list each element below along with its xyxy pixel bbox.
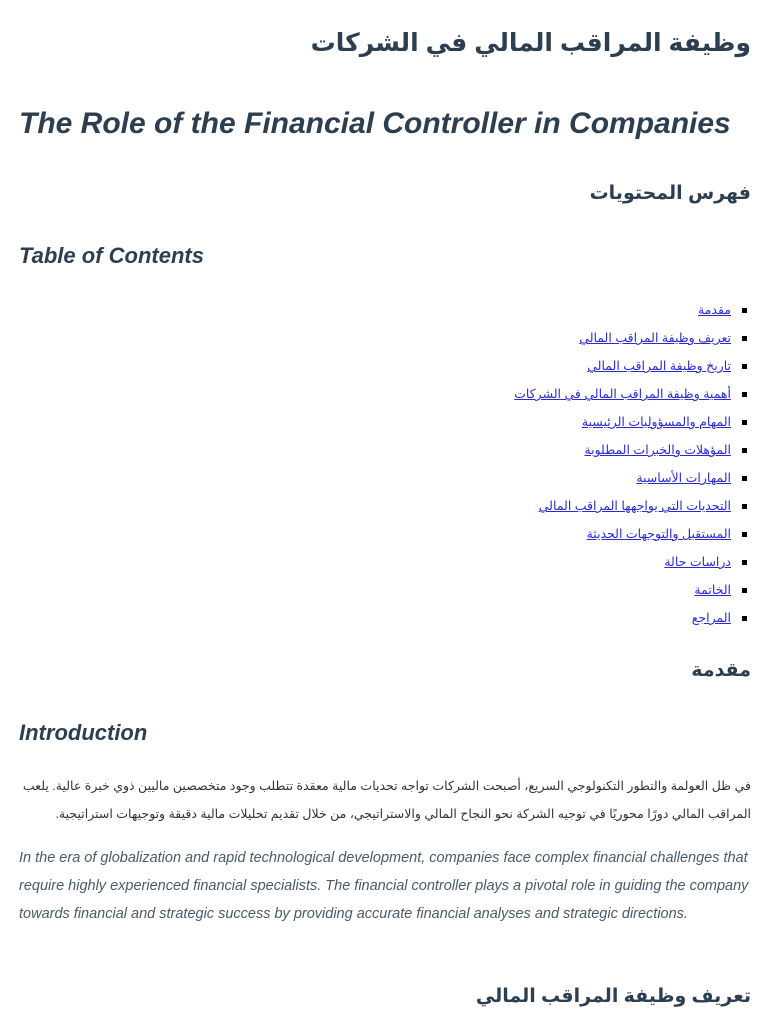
toc-item (514, 576, 731, 604)
bullet-icon (742, 364, 747, 369)
toc-item (514, 520, 731, 548)
table-of-contents (514, 296, 751, 632)
bullet-icon (742, 476, 747, 481)
bullet-icon (742, 504, 747, 509)
toc-item (514, 408, 731, 436)
toc-item (514, 324, 731, 352)
toc-item (514, 296, 731, 324)
toc-link-introduction[interactable]: مقدمة (698, 303, 731, 317)
bullet-icon (742, 392, 747, 397)
intro-paragraph-english: In the era of globalization and rapid technological development, companies face complex financial challenges that require highly experienced financial specialists. The financial controller plays a pivotal role in guiding the company towards financial and strategic success by providing accurate financial analyses and strategic directions. (19, 850, 749, 922)
toc-link-conclusion[interactable]: الخاتمة (694, 583, 731, 597)
toc-item (514, 380, 731, 408)
page-title-english: The Role of the Financial Controller in Companies (19, 107, 731, 140)
toc-item (514, 548, 731, 576)
bullet-icon (742, 560, 747, 565)
toc-item (514, 464, 731, 492)
toc-link-references[interactable]: المراجع (691, 611, 731, 625)
intro-heading-arabic: مقدمة (691, 660, 751, 681)
toc-item (514, 352, 731, 380)
bullet-icon (742, 420, 747, 425)
page-title-arabic: وظيفة المراقب المالي في الشركات (310, 29, 751, 57)
bullet-icon (742, 448, 747, 453)
toc-link-responsibilities[interactable]: المهام والمسؤوليات الرئيسية (581, 415, 731, 429)
toc-link-skills[interactable]: المهارات الأساسية (636, 471, 731, 485)
definition-heading-arabic: تعريف وظيفة المراقب المالي (475, 986, 751, 1007)
bullet-icon (742, 588, 747, 593)
bullet-icon (742, 616, 747, 621)
toc-link-history[interactable]: تاريخ وظيفة المراقب المالي (587, 359, 731, 373)
toc-link-qualifications[interactable]: المؤهلات والخبرات المطلوبة (584, 443, 731, 457)
intro-heading-english: Introduction (19, 720, 148, 745)
toc-item (514, 436, 731, 464)
bullet-icon (742, 308, 747, 313)
intro-paragraph-arabic: في ظل العولمة والتطور التكنولوجي السريع، أصبحت الشركات تواجه تحديات مالية معقدة تتطلب وجود متخصصين ماليين ذوي خبرة عالية. يلعب المراقب المالي دورًا محوريًا في توجيه الشركة نحو النجاح المالي والاستراتيجي، من خلال تقديم تحليلات مالية دقيقة وتوجيهات استراتيجية. (22, 779, 751, 821)
toc-link-importance[interactable]: أهمية وظيفة المراقب المالي في الشركات (514, 387, 731, 401)
toc-link-challenges[interactable]: التحديات التي يواجهها المراقب المالي (538, 499, 731, 513)
toc-link-definition[interactable]: تعريف وظيفة المراقب المالي (579, 331, 731, 345)
toc-heading-english: Table of Contents (19, 243, 204, 268)
bullet-icon (742, 336, 747, 341)
toc-link-future[interactable]: المستقبل والتوجهات الحديثة (586, 527, 731, 541)
toc-item (514, 604, 731, 632)
toc-heading-arabic: فهرس المحتويات (589, 183, 751, 204)
toc-item (514, 492, 731, 520)
bullet-icon (742, 532, 747, 537)
toc-link-case-studies[interactable]: دراسات حالة (664, 555, 731, 569)
